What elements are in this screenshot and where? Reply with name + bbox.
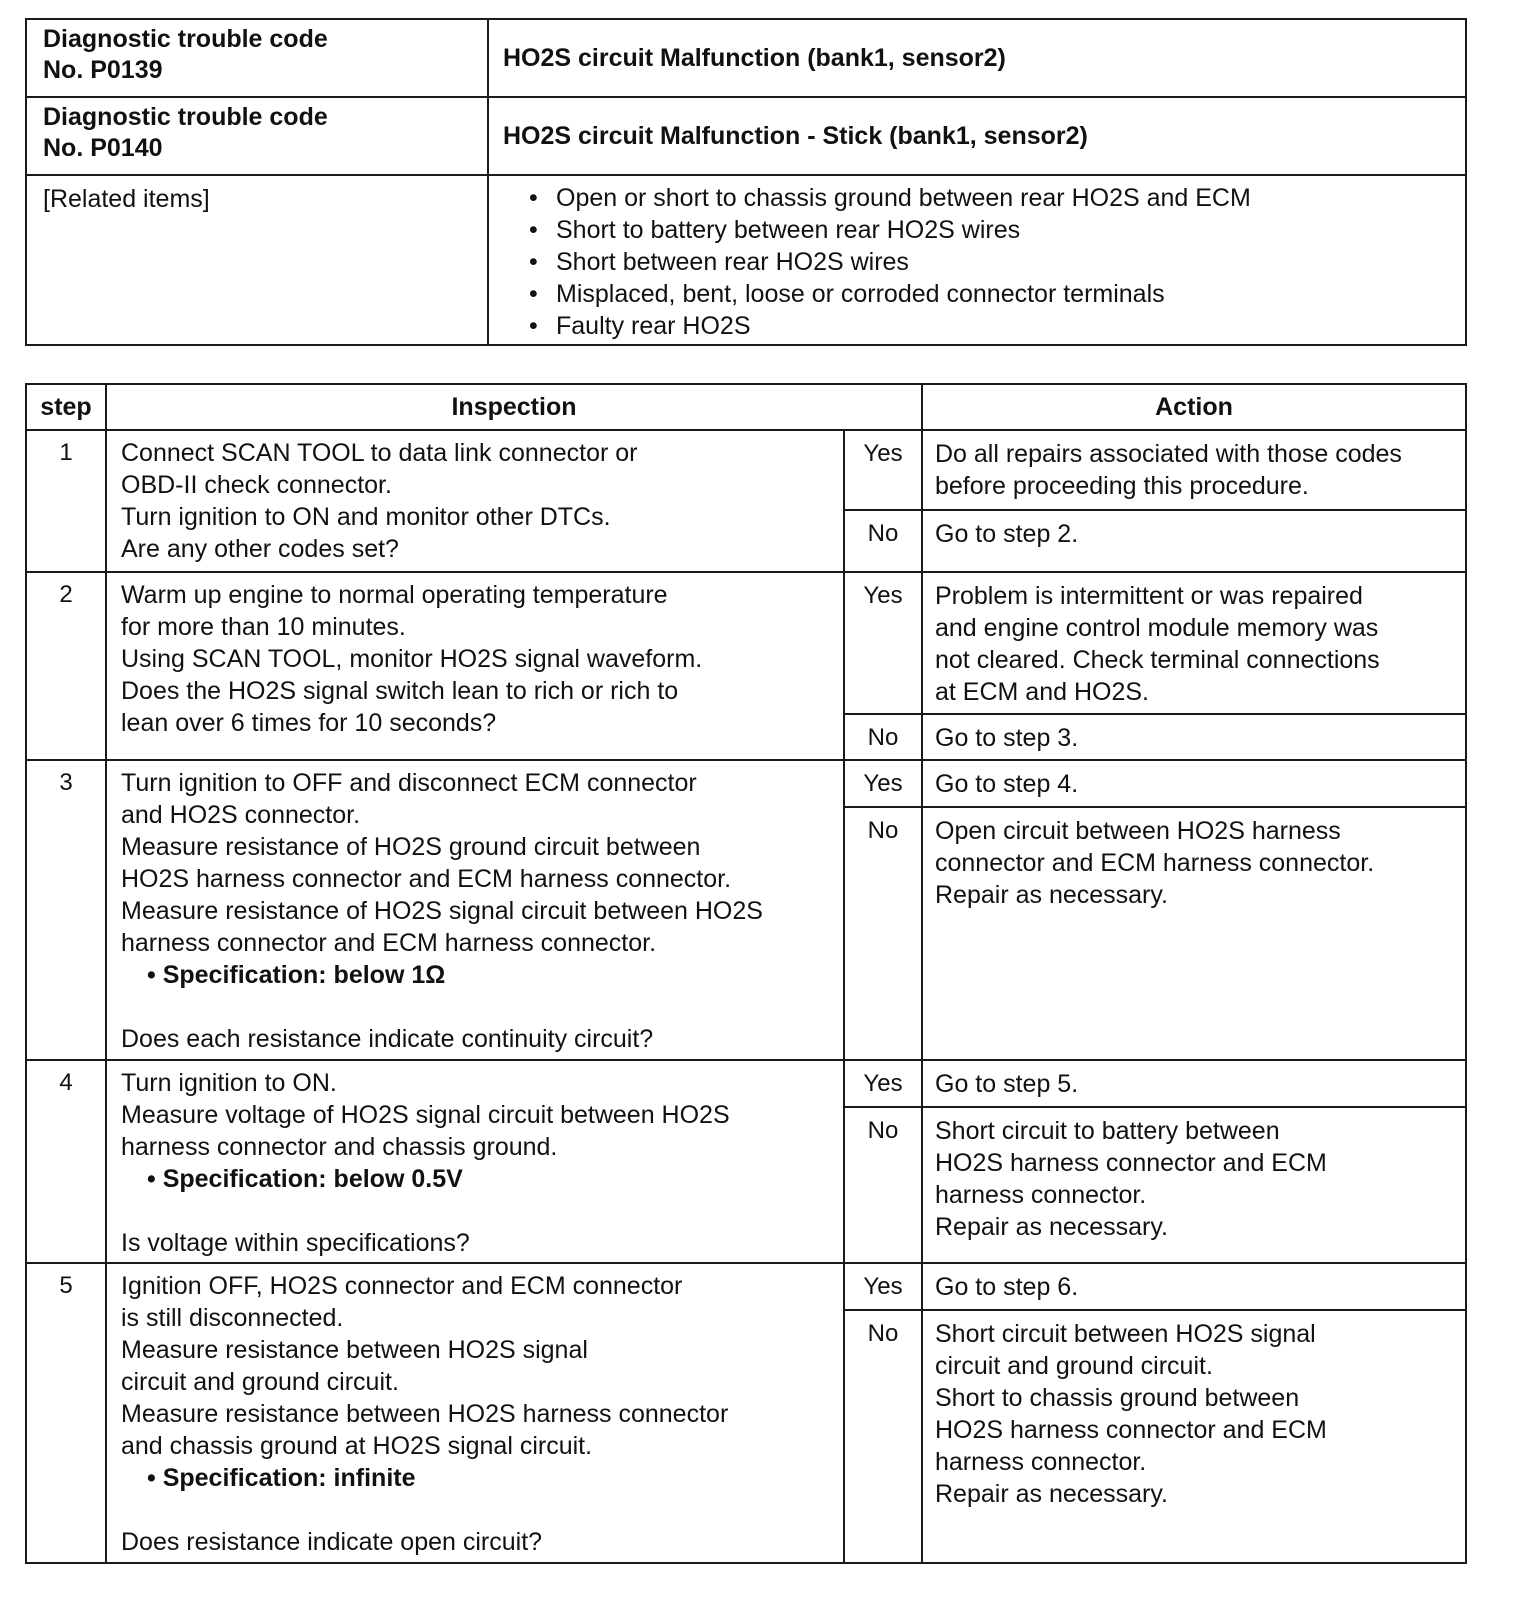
inspection-question: Does resistance indicate open circuit? [121,1528,543,1556]
col-header-action: Action [922,384,1466,430]
no-label: No [844,510,922,572]
inspection-cell: Connect SCAN TOOL to data link connector or OBD-II check connector. Turn ignition to ON and monitor other DTCs. Are any other codes set? [106,430,844,572]
step-number: 1 [26,430,106,572]
related-item: • Misplaced, bent, loose or corroded connector terminals [529,280,1165,308]
no-label: No [844,714,922,760]
no-label: No [844,807,922,1060]
no-action: Go to step 3. [922,714,1466,760]
dtc-label-line1: Diagnostic trouble code [43,25,328,53]
related-items-row [26,175,1466,345]
dtc-row-p0140 [26,97,1466,175]
specification: • Specification: below 1Ω [147,961,446,989]
no-action: Open circuit between HO2S harness connector and ECM harness connector. Repair as necessary. [922,807,1466,1060]
yes-action: Problem is intermittent or was repaired and engine control module memory was not cleared. Check terminal connections at ECM and HO2S. [922,572,1466,714]
step-row [26,1263,1466,1310]
no-action: Short circuit to battery between HO2S harness connector and ECM harness connector. Repair as necessary. [922,1107,1466,1263]
step-number: 3 [26,760,106,1060]
related-items-label: [Related items] [26,175,488,345]
related-item: • Open or short to chassis ground between rear HO2S and ECM [529,184,1251,212]
yes-label: Yes [844,1060,922,1107]
dtc-code-number: No. P0140 [43,134,163,162]
dtc-row-p0139 [26,19,1466,97]
yes-action: Go to step 4. [922,760,1466,807]
dtc-label-line1: Diagnostic trouble code [43,103,328,131]
step-row [26,430,1466,510]
bullet-icon: • [529,312,538,340]
no-label: No [844,1107,922,1263]
diagnosis-table [25,383,1467,1564]
bullet-icon: • [529,216,538,244]
col-header-inspection: Inspection [106,384,922,430]
no-label: No [844,1310,922,1563]
dtc-label-cell [26,97,488,175]
bullet-icon: • [529,248,538,276]
yes-action: Go to step 5. [922,1060,1466,1107]
dtc-label-cell [26,19,488,97]
no-action: Go to step 2. [922,510,1466,572]
yes-label: Yes [844,430,922,510]
inspection-question: Is voltage within specifications? [121,1229,470,1257]
table-header-row [26,384,1466,430]
dtc-description: HO2S circuit Malfunction - Stick (bank1, sensor2) [488,97,1466,175]
inspection-cell: Turn ignition to ON. Measure voltage of HO2S signal circuit between HO2S harness connector and chassis ground. • Specification: below 0.5V Is voltage within specifications? [106,1060,844,1263]
inspection-question: Does each resistance indicate continuity circuit? [121,1025,654,1053]
related-item: • Short between rear HO2S wires [529,248,909,276]
step-row [26,760,1466,807]
step-row [26,572,1466,714]
dtc-header-table [25,18,1467,346]
step-number: 2 [26,572,106,760]
step-number: 4 [26,1060,106,1263]
inspection-cell: Ignition OFF, HO2S connector and ECM connector is still disconnected. Measure resistance between HO2S signal circuit and ground circuit. Measure resistance between HO2S harness connector and chassis ground at HO2S signal circuit. • Specification: infinite Does resistance indicate open circuit? [106,1263,844,1563]
step-number: 5 [26,1263,106,1563]
related-items-cell [488,175,1466,345]
yes-action: Do all repairs associated with those codes before proceeding this procedure. [922,430,1466,510]
dtc-code-number: No. P0139 [43,56,163,84]
inspection-cell: Warm up engine to normal operating temperature for more than 10 minutes. Using SCAN TOOL, monitor HO2S signal waveform. Does the HO2S signal switch lean to rich or rich to lean over 6 times for 10 seconds? [106,572,844,760]
bullet-icon: • [529,280,538,308]
bullet-icon: • [529,184,538,212]
yes-label: Yes [844,572,922,714]
dtc-description: HO2S circuit Malfunction (bank1, sensor2) [488,19,1466,97]
col-header-step: step [26,384,106,430]
related-items-list [489,182,1465,342]
yes-label: Yes [844,1263,922,1310]
yes-label: Yes [844,760,922,807]
related-item: • Short to battery between rear HO2S wires [529,216,1021,244]
specification: • Specification: below 0.5V [147,1165,463,1193]
specification: • Specification: infinite [147,1464,416,1492]
step-row [26,1060,1466,1107]
inspection-cell: Turn ignition to OFF and disconnect ECM connector and HO2S connector. Measure resistance of HO2S ground circuit between HO2S harness connector and ECM harness connector. Measure resistance of HO2S signal circuit between HO2S harness connector and ECM harness connector. • Specification: below 1Ω Does each resistance indicate continuity circuit? [106,760,844,1060]
yes-action: Go to step 6. [922,1263,1466,1310]
no-action: Short circuit between HO2S signal circuit and ground circuit. Short to chassis ground between HO2S harness connector and ECM harness connector. Repair as necessary. [922,1310,1466,1563]
related-item: • Faulty rear HO2S [529,312,751,340]
